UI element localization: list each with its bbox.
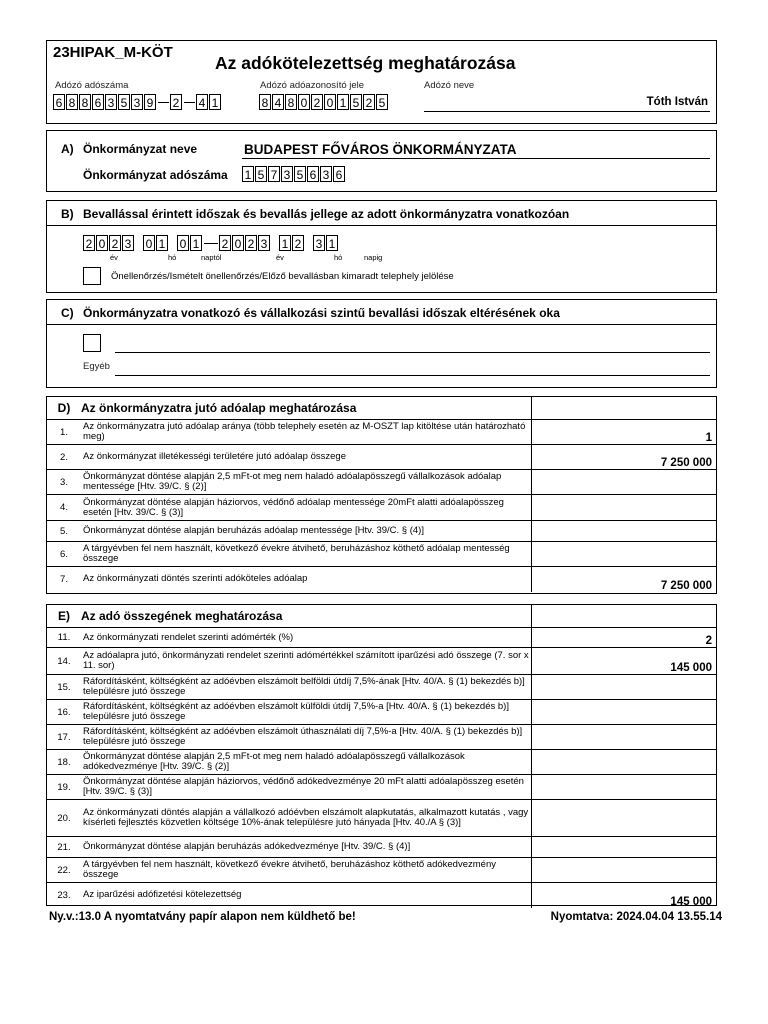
table-row bbox=[47, 883, 716, 908]
row-number: 20. bbox=[47, 800, 81, 837]
section-d-header bbox=[47, 397, 716, 420]
to-year bbox=[219, 235, 271, 251]
digit-box: 2 bbox=[109, 235, 121, 251]
row-value-field[interactable] bbox=[532, 800, 717, 837]
taxpayer-name: Tóth István bbox=[646, 96, 708, 108]
row-value-field[interactable]: 145 000 bbox=[532, 648, 717, 675]
row-description: Az adóalapra jutó, önkormányzati rendelet szerinti adómértékkel számított iparűzési adó összege (7. sor x 11. sor) bbox=[81, 648, 532, 675]
digit-box: 3 bbox=[320, 166, 332, 182]
tax-id-label: Adózó adóazonosító jele bbox=[260, 80, 365, 91]
digit-box: 7 bbox=[268, 166, 280, 182]
row-number: 19. bbox=[47, 775, 81, 800]
row-value-field[interactable] bbox=[532, 725, 717, 750]
row-description: Ráfordításként, költségként az adóévben elszámolt belföldi útdíj 7,5%-ának [Htv. 40/A. § (1) bekezdés b)] településre jutó összege bbox=[81, 675, 532, 700]
section-c bbox=[46, 299, 717, 388]
tax-number-label: Adózó adószáma bbox=[55, 80, 129, 91]
self-revision-checkbox[interactable] bbox=[83, 267, 101, 285]
digit-box: 1 bbox=[279, 235, 291, 251]
to-day bbox=[313, 235, 339, 251]
row-number: 1. bbox=[47, 420, 81, 445]
row-number: 18. bbox=[47, 750, 81, 775]
row-number: 21. bbox=[47, 837, 81, 858]
divider bbox=[47, 225, 716, 226]
section-a-letter: A) bbox=[61, 142, 74, 156]
row-number: 23. bbox=[47, 883, 81, 908]
row-value-field[interactable]: 7 250 000 bbox=[532, 445, 717, 470]
row-description: A tárgyévben fel nem használt, következő évekre átvihető, beruházáshoz köthető adóalap mentesség összege bbox=[81, 542, 532, 567]
footer-note: Ny.v.:13.0 A nyomtatvány papír alapon nem küldhető be! bbox=[49, 911, 356, 923]
digit-box: 3 bbox=[258, 235, 270, 251]
table-row bbox=[47, 750, 716, 775]
row-description: Az önkormányzatra jutó adóalap aránya (több telephely esetén az M-OSZT lap kitöltése után határozható meg) bbox=[81, 420, 532, 445]
tax-number-part1 bbox=[53, 94, 157, 110]
section-e-header bbox=[47, 605, 716, 628]
digit-box: 5 bbox=[376, 94, 388, 110]
row-value-field[interactable] bbox=[532, 470, 717, 495]
section-e-heading: Az adó összegének meghatározása bbox=[81, 609, 283, 623]
other-reason-checkbox[interactable] bbox=[83, 334, 101, 352]
section-d-table bbox=[47, 397, 716, 592]
digit-box: 0 bbox=[143, 235, 155, 251]
row-value-field[interactable] bbox=[532, 675, 717, 700]
row-number: 7. bbox=[47, 567, 81, 592]
digit-box: 6 bbox=[92, 94, 104, 110]
row-description: Az önkormányzati döntés alapján a vállalkozó adóévben elszámolt alapkutatás, alkalmazott kutatás , vagy kísérleti fejlesztés közvetlen költsége 10%-ának településre jutó hányada [Htv. 40./A § (3)] bbox=[81, 800, 532, 837]
table-row bbox=[47, 648, 716, 675]
table-row bbox=[47, 445, 716, 470]
municipality-tax-field[interactable] bbox=[242, 166, 346, 182]
row-description: A tárgyévben fel nem használt, következő évekre átvihető, beruházáshoz köthető adókedvezmény összege bbox=[81, 858, 532, 883]
digit-box: 0 bbox=[177, 235, 189, 251]
row-value-field[interactable] bbox=[532, 858, 717, 883]
table-row bbox=[47, 725, 716, 750]
digit-box: 2 bbox=[363, 94, 375, 110]
tax-number-part2 bbox=[170, 94, 183, 110]
row-description: Önkormányzat döntése alapján háziorvos, védőnő adóalap mentessége 20mFt alatti adóalapösszeg esetén [Htv. 39/C. § (3)] bbox=[81, 495, 532, 521]
header-box bbox=[46, 40, 717, 124]
dash bbox=[158, 102, 169, 110]
municipality-name-label: Önkormányzat neve bbox=[83, 142, 198, 156]
digit-box: 4 bbox=[196, 94, 208, 110]
table-row bbox=[47, 700, 716, 725]
self-revision-label: Önellenőrzés/Ismételt önellenőrzés/Előző bevallásban kimaradt telephely jelölése bbox=[111, 271, 454, 282]
other-label: Egyéb bbox=[83, 361, 110, 372]
period-field[interactable] bbox=[83, 235, 339, 251]
digit-box: 5 bbox=[350, 94, 362, 110]
digit-box: 6 bbox=[53, 94, 65, 110]
from-year bbox=[83, 235, 135, 251]
table-row bbox=[47, 521, 716, 542]
digit-box: 2 bbox=[245, 235, 257, 251]
row-number: 17. bbox=[47, 725, 81, 750]
row-number: 6. bbox=[47, 542, 81, 567]
row-value-field[interactable] bbox=[532, 750, 717, 775]
from-day bbox=[177, 235, 203, 251]
row-number: 2. bbox=[47, 445, 81, 470]
print-timestamp: Nyomtatva: 2024.04.04 13.55.14 bbox=[550, 911, 722, 923]
section-e-letter: E) bbox=[58, 609, 70, 623]
table-row bbox=[47, 420, 716, 445]
row-number: 11. bbox=[47, 628, 81, 648]
row-description: Önkormányzat döntése alapján 2,5 mFt-ot meg nem haladó adóalapösszegű vállalkozások adóalap mentessége [Htv. 39/C. § (2)] bbox=[81, 470, 532, 495]
row-value-field[interactable] bbox=[532, 837, 717, 858]
section-d-heading: Az önkormányzatra jutó adóalap meghatározása bbox=[81, 401, 357, 415]
row-number: 14. bbox=[47, 648, 81, 675]
row-value-field[interactable] bbox=[532, 495, 717, 521]
table-row bbox=[47, 495, 716, 521]
digit-box: 3 bbox=[105, 94, 117, 110]
row-description: Önkormányzat döntése alapján beruházás adókedvezménye [Htv. 39/C. § (4)] bbox=[81, 837, 532, 858]
digit-box: 4 bbox=[272, 94, 284, 110]
row-value-field[interactable]: 1 bbox=[532, 420, 717, 445]
table-row bbox=[47, 628, 716, 648]
row-value-field[interactable] bbox=[532, 521, 717, 542]
dash bbox=[184, 102, 195, 110]
section-e-table bbox=[47, 605, 716, 908]
digit-box: 6 bbox=[333, 166, 345, 182]
reason-line-2[interactable] bbox=[115, 358, 710, 376]
divider bbox=[47, 324, 716, 325]
table-row bbox=[47, 675, 716, 700]
row-number: 5. bbox=[47, 521, 81, 542]
section-d-letter: D) bbox=[57, 401, 71, 415]
digit-box: 3 bbox=[281, 166, 293, 182]
table-row bbox=[47, 775, 716, 800]
digit-box: 3 bbox=[313, 235, 325, 251]
digit-box: 2 bbox=[83, 235, 95, 251]
digit-box: 2 bbox=[292, 235, 304, 251]
name-label: Adózó neve bbox=[424, 80, 475, 91]
table-row bbox=[47, 542, 716, 567]
municipality-name-field[interactable] bbox=[242, 141, 710, 159]
form-code: 23HIPAK_M-KÖT bbox=[53, 44, 173, 61]
row-description: Önkormányzat döntése alapján háziorvos, védőnő adókedvezménye 20 mFt alatti adóalapösszeg esetén [Htv. 39/C. § (3)] bbox=[81, 775, 532, 800]
digit-box: 1 bbox=[242, 166, 254, 182]
row-number: 3. bbox=[47, 470, 81, 495]
reason-line-1[interactable] bbox=[115, 338, 710, 353]
row-description: Ráfordításként, költségként az adóévben elszámolt úthasználati díj 7,5%-a [Htv. 40/A. § (1) bekezdés b)] településre jutó összege bbox=[81, 725, 532, 750]
digit-box: 5 bbox=[118, 94, 130, 110]
section-e bbox=[46, 604, 717, 906]
row-number: 16. bbox=[47, 700, 81, 725]
digit-box: 0 bbox=[298, 94, 310, 110]
digit-box: 1 bbox=[190, 235, 202, 251]
table-row bbox=[47, 567, 716, 592]
row-value-field[interactable]: 7 250 000 bbox=[532, 567, 717, 592]
section-d bbox=[46, 396, 717, 594]
row-description: Az önkormányzat illetékességi területére jutó adóalap összege bbox=[81, 445, 532, 470]
digit-box: 2 bbox=[311, 94, 323, 110]
name-field[interactable] bbox=[424, 95, 710, 112]
row-value-field[interactable] bbox=[532, 542, 717, 567]
from-month bbox=[143, 235, 169, 251]
row-number: 22. bbox=[47, 858, 81, 883]
row-number: 15. bbox=[47, 675, 81, 700]
digit-box: 1 bbox=[337, 94, 349, 110]
section-b-heading: Bevallással érintett időszak és bevallás jellege az adott önkormányzatra vonatkozóan bbox=[83, 207, 570, 221]
municipality-tax-label: Önkormányzat adószáma bbox=[83, 168, 228, 182]
digit-box: 2 bbox=[219, 235, 231, 251]
municipality-name: BUDAPEST FŐVÁROS ÖNKORMÁNYZATA bbox=[244, 142, 517, 157]
row-value-field[interactable] bbox=[532, 700, 717, 725]
page-title: Az adókötelezettség meghatározása bbox=[215, 53, 516, 73]
row-value-field[interactable] bbox=[532, 775, 717, 800]
row-description: Az iparűzési adófizetési kötelezettség bbox=[81, 883, 532, 908]
section-a bbox=[46, 130, 717, 192]
section-c-heading: Önkormányzatra vonatkozó és vállalkozási szintű bevallási időszak eltérésének oka bbox=[83, 306, 560, 320]
row-value-field[interactable]: 2 bbox=[532, 628, 717, 648]
row-description: Az önkormányzati döntés szerinti adóköteles adóalap bbox=[81, 567, 532, 592]
section-c-letter: C) bbox=[61, 306, 74, 320]
digit-box: 8 bbox=[285, 94, 297, 110]
dash bbox=[204, 243, 218, 251]
tax-id-field[interactable] bbox=[259, 94, 389, 110]
digit-box: 2 bbox=[170, 94, 182, 110]
digit-box: 9 bbox=[144, 94, 156, 110]
section-b-letter: B) bbox=[61, 207, 74, 221]
row-description: Önkormányzat döntése alapján beruházás adóalap mentessége [Htv. 39/C. § (4)] bbox=[81, 521, 532, 542]
to-month bbox=[279, 235, 305, 251]
row-description: Az önkormányzati rendelet szerinti adómérték (%) bbox=[81, 628, 532, 648]
digit-box: 1 bbox=[209, 94, 221, 110]
digit-box: 3 bbox=[122, 235, 134, 251]
digit-box: 5 bbox=[294, 166, 306, 182]
digit-box: 5 bbox=[255, 166, 267, 182]
digit-box: 1 bbox=[326, 235, 338, 251]
digit-box: 0 bbox=[96, 235, 108, 251]
digit-box: 8 bbox=[259, 94, 271, 110]
row-number: 4. bbox=[47, 495, 81, 521]
digit-box: 6 bbox=[307, 166, 319, 182]
digit-box: 1 bbox=[156, 235, 168, 251]
row-value-field[interactable]: 145 000 bbox=[532, 883, 717, 908]
digit-box: 0 bbox=[324, 94, 336, 110]
tax-number-field[interactable] bbox=[53, 94, 222, 110]
tax-number-part3 bbox=[196, 94, 222, 110]
table-row bbox=[47, 470, 716, 495]
row-description: Önkormányzat döntése alapján 2,5 mFt-ot meg nem haladó adóalapösszegű vállalkozások adókedvezménye [Htv. 39/C. § (2)] bbox=[81, 750, 532, 775]
row-description: Ráfordításként, költségként az adóévben elszámolt külföldi útdíj 7,5%-a [Htv. 40/A. § (1) bekezdés b)] településre jutó összege bbox=[81, 700, 532, 725]
table-row bbox=[47, 800, 716, 837]
section-b: B) Bevallással érintett időszak és bevallás jellege az adott önkormányzatra vonatkozóan 2 0 2 3 0 1 0 1 2 0 2 3 1 2 3 1 év hó naptól év hó napig Önellenőrzés/Ismételt önellenőrzés/Előző bevallásban kimaradt telephely jelölése bbox=[46, 200, 717, 293]
digit-box: 3 bbox=[131, 94, 143, 110]
table-row bbox=[47, 837, 716, 858]
table-row bbox=[47, 858, 716, 883]
digit-box: 8 bbox=[66, 94, 78, 110]
digit-box: 8 bbox=[79, 94, 91, 110]
digit-box: 0 bbox=[232, 235, 244, 251]
